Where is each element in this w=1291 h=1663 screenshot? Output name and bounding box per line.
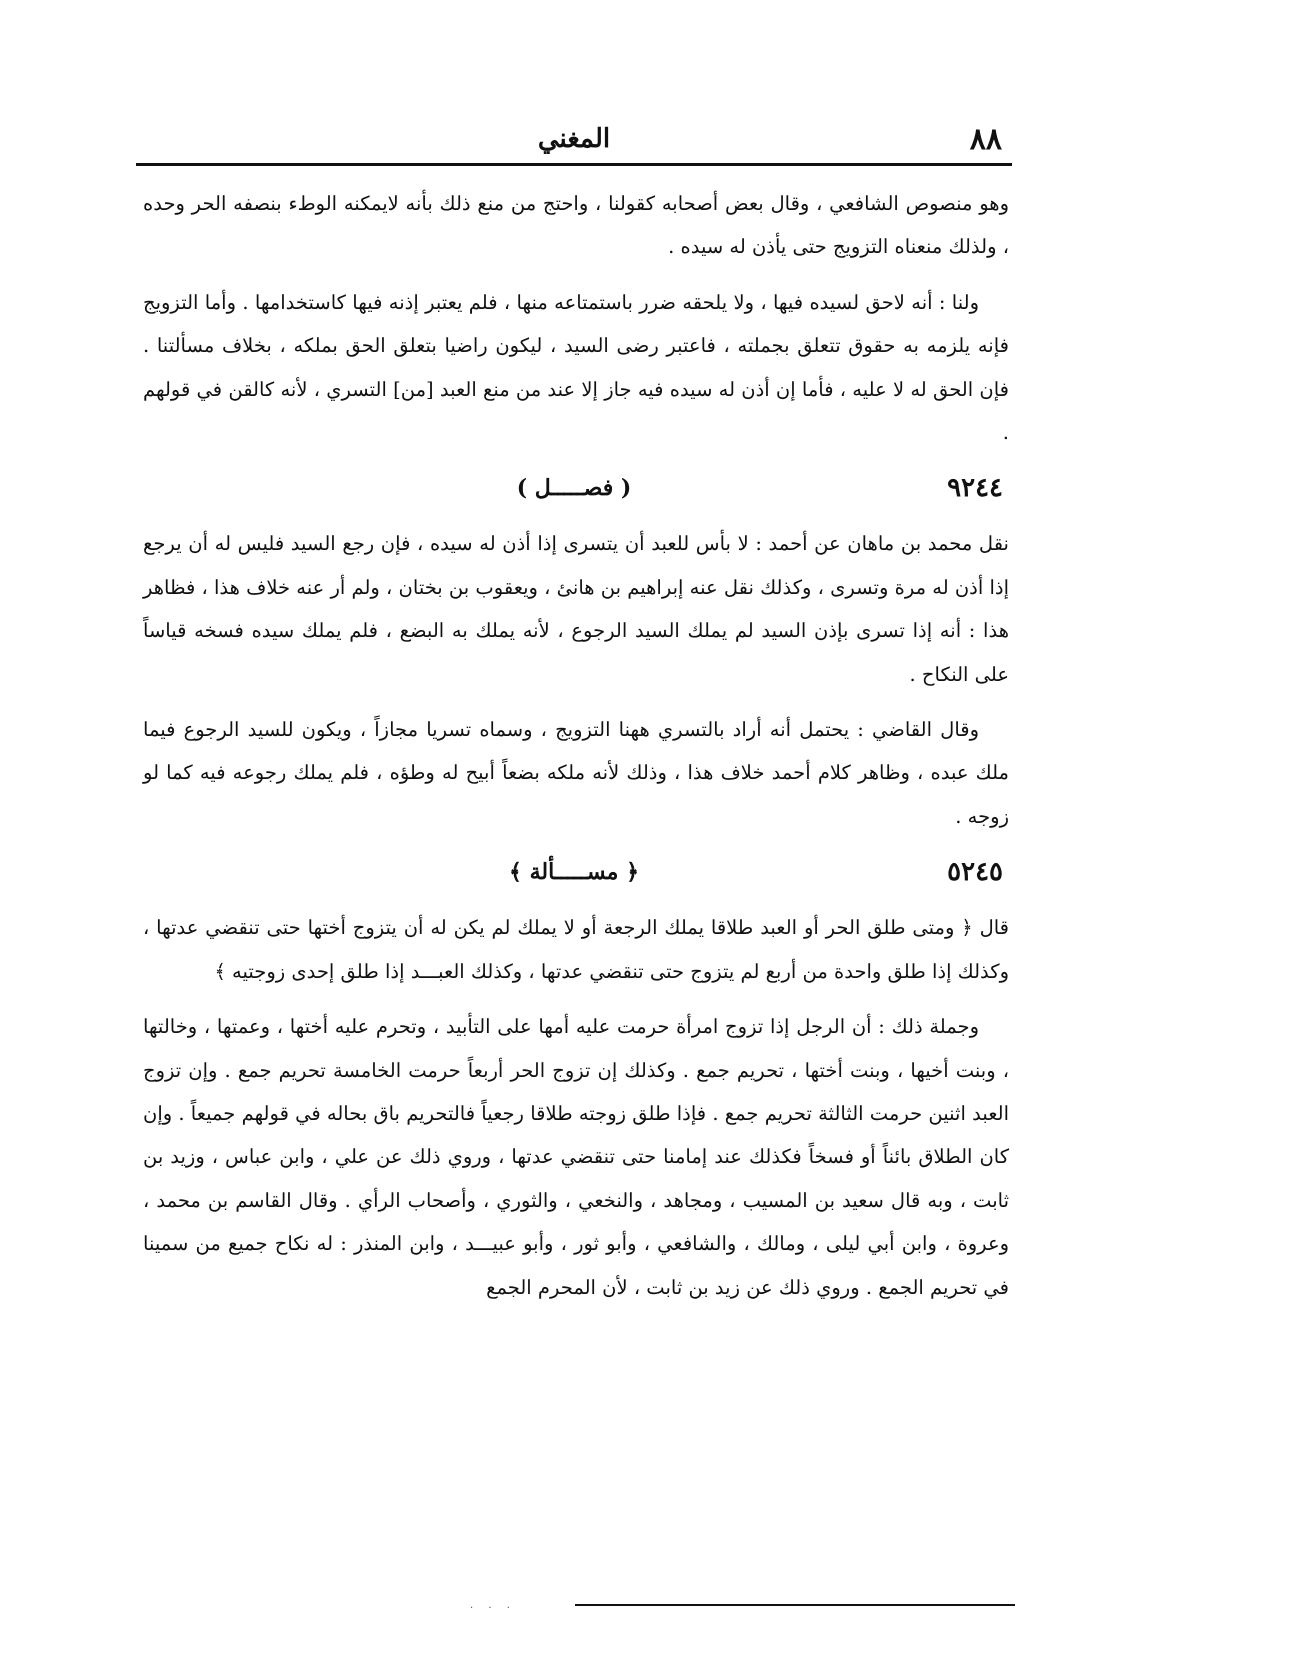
- section-heading-9244: [143, 466, 1009, 510]
- paragraph: وقال القاضي : يحتمل أنه أراد بالتسري ههنا التزويج ، وسماه تسريا مجازاً ، ويكون للسيد الرجوع فيما ملك عبده ، وظاهر كلام أحمد خلاف هذا ، وذلك لأنه ملكه بضعاً أبيح له وطؤه ، فلم يملك رجوعه فيه كما لو زوجه .: [143, 718, 1009, 828]
- paragraph: نقل محمد بن ماهان عن أحمد : لا بأس للعبد أن يتسرى إذا أذن له سيده ، فإن رجع السيد فليس له أن يرجع إذا أذن له مرة وتسرى ، وكذلك نقل عنه إبراهيم بن هانئ ، ويعقوب بن بختان ، ولم أر عنه خلاف هذا ، فظاهر هذا : أنه إذا تسرى بإذن السيد لم يملك السيد الرجوع ، لأنه يملك به البضع ، فلم يملك سيده فسخه قياساً على النكاح .: [143, 532, 1009, 686]
- section-number: ٥٢٤٥: [947, 856, 1003, 887]
- page-body: [143, 182, 1009, 1321]
- footer-dots: · · ·: [470, 1603, 516, 1614]
- header-rule: [136, 163, 1012, 166]
- paragraph: وهو منصوص الشافعي ، وقال بعض أصحابه كقولنا ، واحتج من منع ذلك بأنه لايمكنه الوطء بنصفه الحر وحده ، ولذلك منعناه التزويج حتى يأذن له سيده .: [143, 192, 1009, 259]
- section-heading-5245: [143, 850, 1009, 894]
- page-header: [136, 118, 1012, 168]
- paragraph: ولنا : أنه لاحق لسيده فيها ، ولا يلحقه ضرر باستمتاعه منها ، فلم يعتبر إذنه فيها كاستخدامها . وأما التزويج فإنه يلزمه به حقوق تتعلق بجملته ، فاعتبر رضى السيد ، ليكون راضيا بتعلق الحق بملكه ، بخلاف مسألتنا . فإن الحق له لا عليه ، فأما إن أذن له سيده فيه جاز إلا عند من منع العبد [من] التسري ، لأنه كالقن في قولهم .: [143, 290, 1009, 445]
- paragraph: وجملة ذلك : أن الرجل إذا تزوج امرأة حرمت عليه أمها على التأبيد ، وتحرم عليه أختها ، وعمتها ، وخالتها ، وبنت أخيها ، وبنت أختها ، تحريم جمع . وكذلك إن تزوج الحر أربعاً حرمت الخامسة تحريم جمع . وإن تزوج العبد اثنين حرمت الثالثة تحريم جمع . فإذا طلق زوجته طلاقا رجعياً فالتحريم باق بحاله في قولهم جميعاً . وإن كان الطلاق بائناً أو فسخاً فكذلك عند إمامنا حتى تنقضي عدتها ، وروي ذلك عن علي ، وابن عباس ، وزيد بن ثابت ، وبه قال سعيد بن المسيب ، ومجاهد ، والنخعي ، والثوري ، وأصحاب الرأي . وقال القاسم بن محمد ، وعروة ، وابن أبي ليلى ، ومالك ، والشافعي ، وأبو ثور ، وأبو عبيـــد ، وابن المنذر : له نكاح جميع من سمينا في تحريم الجمع . وروي ذلك عن زيد بن ثابت ، لأن المحرم الجمع: [143, 1015, 1009, 1299]
- paragraph: قال ﴿ ومتى طلق الحر أو العبد طلاقا يملك الرجعة أو لا يملك لم يكن له أن يتزوج أختها حتى تنقضي عدتها ، وكذلك إذا طلق واحدة من أربع لم يتزوج حتى تنقضي عدتها ، وكذلك العبـــد إذا طلق إحدى زوجتيه ﴾: [143, 916, 1009, 983]
- footer-rule: [575, 1604, 1015, 1606]
- page-number: ٨٨: [969, 122, 1002, 157]
- section-number: ٩٢٤٤: [947, 472, 1003, 503]
- section-label: ﴿ مســـــألة ﴾: [509, 858, 639, 885]
- section-label: ( فصـــــل ): [516, 474, 632, 501]
- running-title: المغني: [537, 124, 611, 154]
